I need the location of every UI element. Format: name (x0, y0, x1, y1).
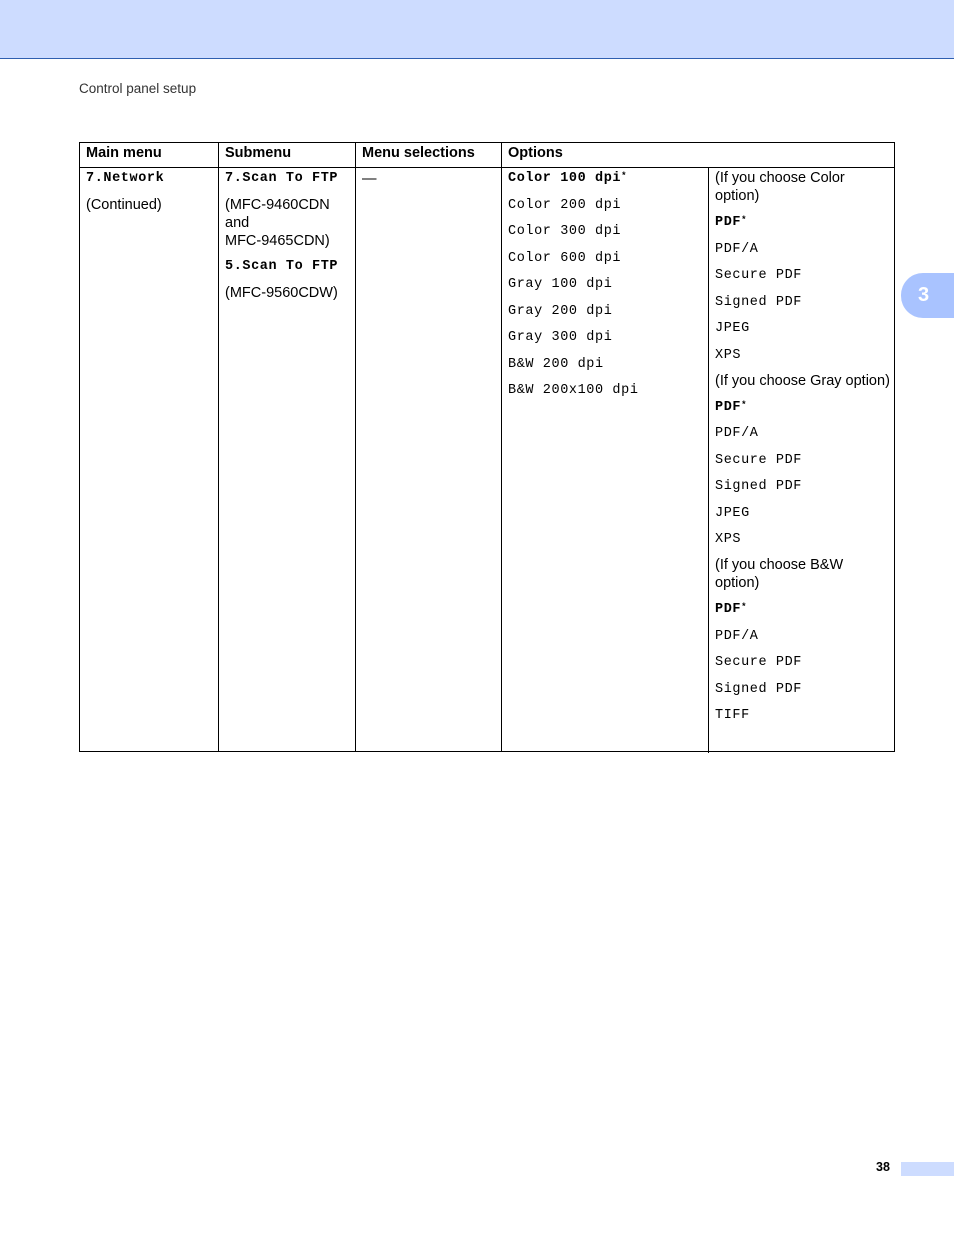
menu-selection-dash: — (362, 171, 377, 187)
submenu-models-1: and (225, 215, 250, 231)
submenu-models-1: MFC-9465CDN) (225, 233, 330, 249)
submenu-models-1: (MFC-9460CDN (225, 197, 330, 213)
header-options: Options (508, 145, 563, 161)
column-divider (218, 143, 219, 751)
file-type-option: Secure PDF (715, 452, 803, 468)
file-type-option: PDF/A (715, 241, 759, 257)
default-mark: * (741, 215, 748, 225)
resolution-option: Gray 100 dpi (508, 277, 613, 292)
menu-table (79, 142, 895, 752)
menu-selection-cell (362, 170, 377, 188)
footer-band (901, 1162, 954, 1176)
chapter-tab[interactable] (901, 273, 954, 318)
resolution-option: Color 300 dpi (508, 224, 622, 239)
file-type-option: Secure PDF (715, 268, 803, 283)
main-menu-note: (Continued) (86, 197, 162, 213)
resolution-option: B&W 200x100 dpi (508, 383, 639, 398)
main-menu-cell (86, 171, 164, 214)
file-type-option: XPS (715, 532, 742, 547)
header-main-menu: Main menu (86, 145, 162, 161)
file-type-options (715, 169, 890, 735)
default-mark: * (621, 171, 628, 181)
file-type-option: PDF/A (715, 628, 759, 644)
resolution-option: B&W 200 dpi (508, 356, 604, 372)
column-divider (501, 143, 502, 751)
resolution-option: Gray 300 dpi (508, 330, 613, 345)
file-type-option: TIFF (715, 708, 750, 723)
file-type-option: Secure PDF (715, 655, 803, 670)
submenu-code-2: 5.Scan To FTP (225, 259, 339, 274)
submenu-code-1: 7.Scan To FTP (225, 171, 339, 186)
table-header-row (80, 143, 894, 168)
resolution-options (508, 171, 639, 410)
file-type-option: Signed PDF (715, 294, 803, 310)
file-type-default: PDF* (715, 602, 748, 617)
file-type-default: PDF* (715, 215, 748, 230)
resolution-option: Gray 200 dpi (508, 303, 613, 319)
top-header-band (0, 0, 954, 59)
column-divider (355, 143, 356, 751)
file-type-option: Signed PDF (715, 479, 803, 494)
file-type-option: XPS (715, 347, 742, 363)
submenu-cell (225, 171, 338, 302)
chapter-number: 3 (917, 284, 930, 306)
default-mark: * (741, 399, 748, 410)
header-menu-selections: Menu selections (362, 145, 475, 161)
resolution-option-default: Color 100 dpi* (508, 171, 628, 186)
gray-option-note: (If you choose Gray option) (715, 372, 890, 389)
resolution-option: Color 600 dpi (508, 250, 622, 266)
column-divider (708, 168, 709, 753)
bw-option-note: (If you choose B&W option) (715, 557, 844, 591)
header-submenu: Submenu (225, 145, 292, 161)
section-title: Control panel setup (79, 81, 197, 96)
default-mark: * (741, 602, 748, 612)
file-type-option: JPEG (715, 505, 750, 521)
file-type-default: PDF* (715, 399, 748, 415)
color-option-note: (If you choose Color option) (715, 170, 845, 204)
file-type-option: JPEG (715, 321, 750, 336)
resolution-option: Color 200 dpi (508, 197, 622, 213)
submenu-models-2: (MFC-9560CDW) (225, 285, 338, 301)
main-menu-code: 7.Network (86, 171, 165, 186)
file-type-option: Signed PDF (715, 681, 803, 697)
file-type-option: PDF/A (715, 426, 759, 441)
page-number: 38 (876, 1160, 890, 1174)
